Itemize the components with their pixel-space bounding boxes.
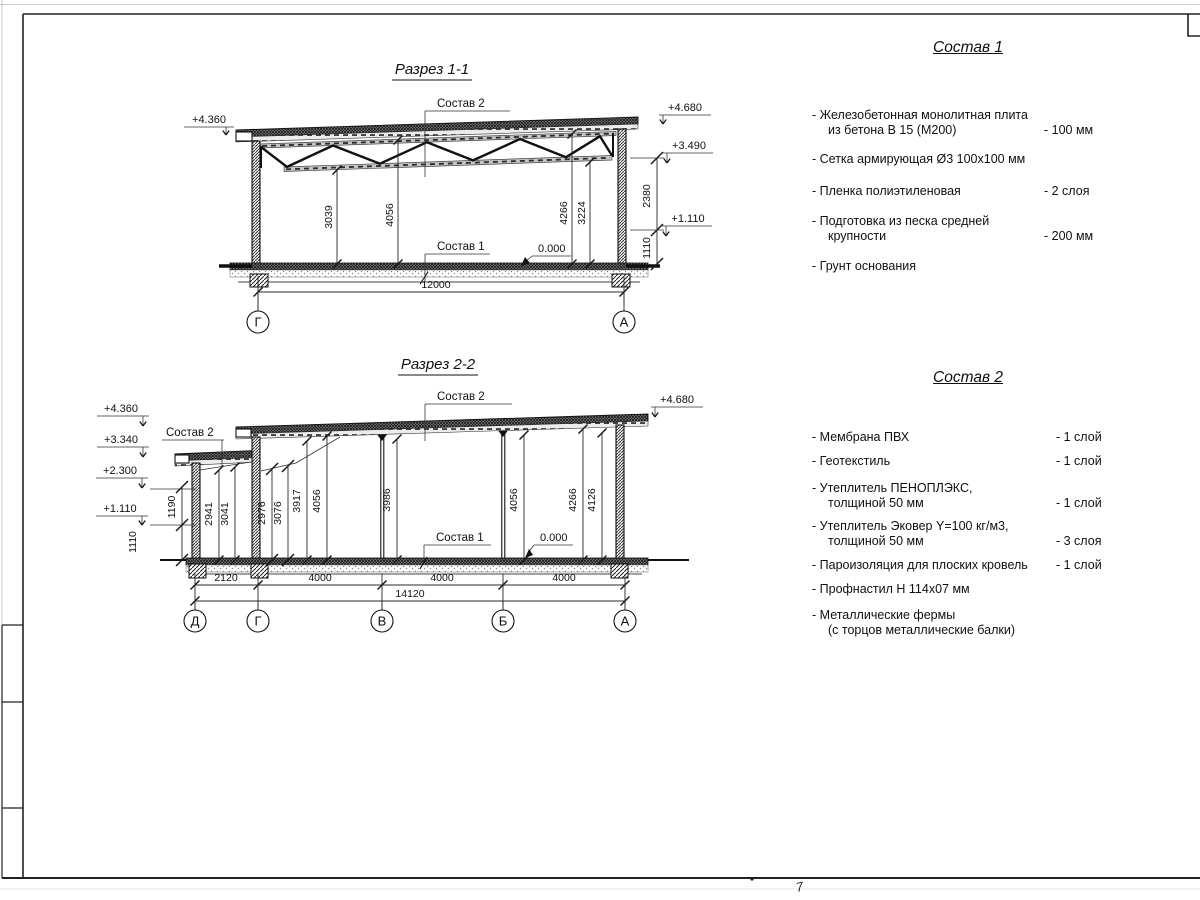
- section-2-2-drawing: [150, 414, 689, 578]
- item-value: - 1 слой: [1056, 454, 1102, 468]
- axis-label: В: [377, 613, 387, 629]
- dim-label: 4000: [552, 572, 576, 584]
- elevation-label: +2.300: [103, 465, 137, 477]
- dim-label: 3076: [272, 501, 284, 525]
- sostav-1-title: Состав 1: [933, 39, 1003, 56]
- section-2-2-dimensions: [127, 425, 630, 611]
- item-value: - 1 слой: [1056, 429, 1102, 444]
- page-number: 7: [794, 878, 805, 895]
- section-1-1-drawing: [219, 117, 660, 287]
- section-2-2-labels: [162, 391, 573, 569]
- list-item: - Пароизоляция для плоских кровель - 1 слой: [812, 557, 1102, 572]
- list-item: - Грунт основания: [812, 258, 917, 273]
- elevation-label: +1.110: [103, 503, 137, 515]
- list-item: - Утеплитель Эковер Y=100 кг/м3, толщиной 50 мм - 3 слоя: [812, 518, 1102, 548]
- roof-edge-beam: [236, 132, 252, 141]
- item-value: - 3 слоя: [1056, 534, 1102, 548]
- zero-level-label: 0.000: [538, 243, 566, 255]
- section-1-1-title: [392, 61, 472, 80]
- list-item: - Сетка армирующая Ø3 100х100 мм: [812, 151, 1026, 166]
- dim-label: 2120: [214, 572, 238, 584]
- list-item: - Железобетонная монолитная плита из бетона В 15 (М200) - 100 мм: [812, 107, 1094, 137]
- item-value: - 200 мм: [1044, 229, 1094, 243]
- footing: [189, 564, 206, 578]
- section-2-2-axes: [184, 601, 636, 632]
- leader-sostav2: Состав 2: [437, 98, 485, 110]
- list-item: - Подготовка из песка средней крупности - 200 мм: [812, 213, 1094, 243]
- dim-label: 12000: [421, 279, 451, 291]
- dim-label: 3224: [576, 201, 588, 225]
- dim-label: 3917: [291, 489, 303, 513]
- dim-label: 1190: [166, 495, 178, 519]
- axis-label: Б: [498, 613, 508, 629]
- dim-label: 4056: [384, 203, 396, 227]
- dim-label: 1110: [127, 531, 139, 553]
- dim-label: 4056: [311, 489, 323, 513]
- zero-level-label: 0.000: [540, 532, 568, 544]
- elevation-label: +1.110: [671, 213, 705, 225]
- wall-axis-g: [252, 437, 260, 560]
- dim-label: 3039: [323, 205, 335, 229]
- dim-label: 14120: [395, 588, 425, 600]
- dim-label: 2380: [641, 184, 653, 208]
- wall-axis-a: [616, 425, 624, 560]
- dim-label: 1110: [641, 237, 653, 259]
- dim-label: 4056: [508, 488, 520, 512]
- dim-label: 2976: [256, 501, 268, 525]
- dim-label: 4000: [430, 572, 454, 584]
- interior-post-b: [498, 431, 508, 559]
- dim-label: 2941: [203, 502, 215, 526]
- item-value: - 2 слоя: [1044, 184, 1090, 198]
- axis-label: Г: [254, 613, 262, 629]
- axis-label: А: [620, 613, 630, 629]
- dim-label: 4266: [567, 488, 579, 512]
- sostav-2-list: [812, 370, 1124, 639]
- elevation-label: +4.680: [660, 394, 694, 406]
- axis-label: Д: [190, 613, 200, 629]
- item-value: - 1 слой: [1056, 496, 1102, 510]
- wall-axis-d: [192, 463, 200, 560]
- section-2-2-title: [398, 356, 478, 375]
- list-item: - Геотекстиль - 1 слой: [812, 454, 1102, 468]
- footing: [250, 274, 268, 287]
- list-item: - Профнастил Н 114х07 мм: [812, 582, 970, 596]
- leader-sostav1: Состав 1: [437, 241, 485, 253]
- leader-sostav2-annex: Состав 2: [166, 427, 214, 439]
- axis-label: Г: [254, 314, 262, 330]
- section-title: Разрез 2-2: [400, 356, 476, 373]
- leader-sostav1: Состав 1: [436, 532, 484, 544]
- wall-axis-g: [252, 141, 260, 264]
- list-item: - Мембрана ПВХ - 1 слой: [812, 429, 1102, 444]
- list-item: - Утеплитель ПЕНОПЛЭКС, толщиной 50 мм - 1 слой: [812, 480, 1102, 510]
- list-item: - Металлические фермы (с торцов металлические балки): [812, 607, 1016, 637]
- dim-label: 4000: [308, 572, 332, 584]
- dim-label: 3041: [219, 502, 231, 526]
- elevation-label: +4.360: [192, 114, 226, 126]
- elevation-label: +3.490: [672, 140, 706, 152]
- elevation-label: +3.340: [104, 434, 138, 446]
- section-1-1-axes: [247, 292, 635, 333]
- binding-boxes: [2, 625, 23, 878]
- elevation-label: +4.360: [104, 403, 138, 415]
- corner-box: [1188, 14, 1200, 36]
- item-value: - 100 мм: [1044, 123, 1094, 137]
- sostav-1-list: [812, 40, 1124, 274]
- footing: [251, 564, 268, 578]
- item-value: - 1 слой: [1056, 557, 1102, 572]
- wall-axis-a: [618, 129, 626, 264]
- dim-label: 4266: [558, 201, 570, 225]
- elevation-label: +4.680: [668, 102, 702, 114]
- footing: [612, 274, 630, 287]
- sostav-2-title: Состав 2: [933, 369, 1003, 386]
- axis-label: А: [619, 314, 629, 330]
- dim-label: 3986: [381, 488, 393, 512]
- dim-label: 4126: [586, 488, 598, 512]
- section-title: Разрез 1-1: [394, 61, 470, 78]
- list-item: - Пленка полиэтиленовая - 2 слоя: [812, 184, 1090, 198]
- leader-sostav2-main: Состав 2: [437, 391, 485, 403]
